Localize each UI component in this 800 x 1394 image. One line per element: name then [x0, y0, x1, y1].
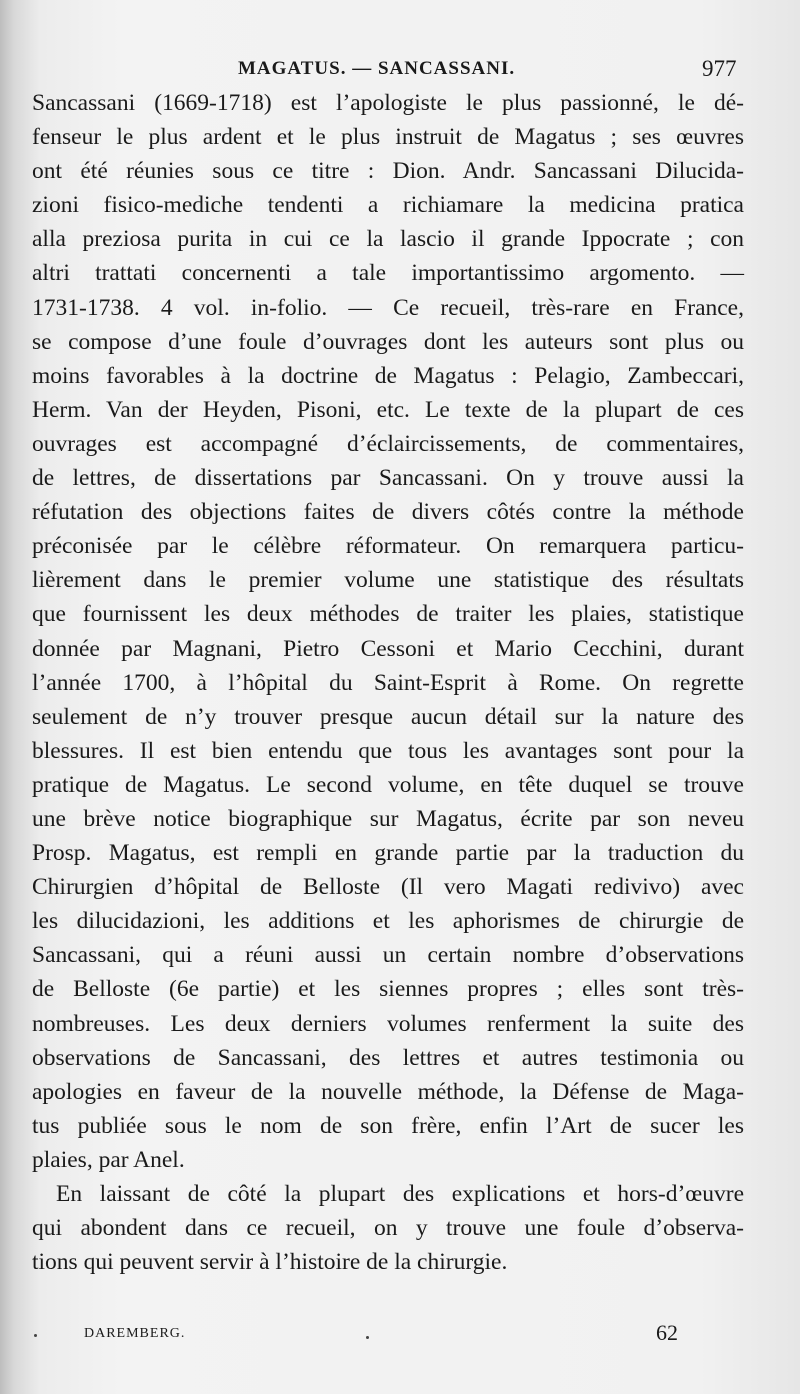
text-line: Chirurgien d’hôpital de Belloste (Il vero Magati redivivo) avec	[32, 874, 744, 901]
text-line: les dilucidazioni, les additions et les aphorismes de chirurgie de	[32, 908, 744, 935]
text-line: Sancassani, qui a réuni aussi un certain nombre d’observations	[32, 942, 744, 969]
text-line: de lettres, de dissertations par Sancassani. On y trouve aussi la	[32, 465, 744, 492]
text-line: préconisée par le célèbre réformateur. On remarquera particu-	[32, 533, 744, 560]
text-line: 1731-1738. 4 vol. in-folio. — Ce recueil, très-rare en France,	[32, 294, 744, 321]
text-line: moins favorables à la doctrine de Magatus : Pelagio, Zambeccari,	[32, 362, 744, 389]
text-line: que fournissent les deux méthodes de traiter les plaies, statistique	[32, 601, 744, 628]
text-line: donnée par Magnani, Pietro Cessoni et Mario Cecchini, durant	[32, 635, 744, 662]
text-line: apologies en faveur de la nouvelle méthode, la Défense de Maga-	[32, 1078, 744, 1105]
text-line: pratique de Magatus. Le second volume, en tête duquel se trouve	[32, 771, 744, 798]
text-line: une brève notice biographique sur Magatus, écrite par son neveu	[32, 805, 744, 832]
text-line: seulement de n’y trouver presque aucun détail sur la nature des	[32, 703, 744, 730]
page-header	[0, 54, 800, 88]
text-line: ont été réunies sous ce titre : Dion. Andr. Sancassani Dilucida-	[32, 158, 744, 185]
text-line: nombreuses. Les deux derniers volumes renferment la suite des	[32, 1010, 744, 1037]
text-line: blessures. Il est bien entendu que tous les avantages sont pour la	[32, 737, 744, 764]
text-line: réfutation des objections faites de divers côtés contre la méthode	[32, 499, 744, 526]
text-line: fenseur le plus ardent et le plus instruit de Magatus ; ses œuvres	[32, 124, 744, 151]
text-line: l’année 1700, à l’hôpital du Saint-Esprit à Rome. On regrette	[32, 669, 744, 696]
running-title: MAGATUS. — SANCASSANI.	[238, 58, 516, 79]
printer-mark: DAREMBERG.	[84, 1326, 186, 1341]
text-line: plaies, par Anel.	[32, 1146, 185, 1173]
text-line: Sancassani (1669-1718) est l’apologiste le plus passionné, le dé-	[32, 90, 744, 116]
paragraph-1	[32, 86, 744, 1177]
text-line: qui abondent dans ce recueil, on y trouve une foule d’observa-	[32, 1215, 744, 1242]
text-line: Prosp. Magatus, est rempli en grande partie par la traduction du	[32, 840, 744, 867]
text-line: altri trattati concernenti a tale importantissimo argomento. —	[32, 260, 744, 287]
text-line: alla preziosa purita in cui ce la lascio il grande Ippocrate ; con	[32, 226, 744, 253]
text-line: ouvrages est accompagné d’éclaircissements, de commentaires,	[32, 430, 744, 457]
ink-fleck	[34, 1334, 37, 1337]
ink-fleck	[366, 1336, 369, 1339]
text-line: se compose d’une foule d’ouvrages dont les auteurs sont plus ou	[32, 328, 744, 355]
paragraph-2	[32, 1177, 744, 1279]
text-line: lièrement dans le premier volume une statistique des résultats	[32, 567, 744, 594]
text-line: observations de Sancassani, des lettres et autres testimonia ou	[32, 1044, 744, 1071]
text-line: de Belloste (6e partie) et les siennes propres ; elles sont très-	[32, 976, 744, 1003]
text-line: zioni fisico-mediche tendenti a richiamare la medicina pratica	[32, 192, 744, 219]
text-line: tus publiée sous le nom de son frère, enfin l’Art de sucer les	[32, 1112, 744, 1139]
body-text	[32, 86, 744, 1279]
text-line: En laissant de côté la plupart des explications et hors-d’œuvre	[56, 1181, 744, 1207]
signature-mark: 62	[656, 1320, 678, 1345]
text-line: Herm. Van der Heyden, Pisoni, etc. Le texte de la plupart de ces	[32, 396, 744, 423]
page-footer	[0, 1320, 800, 1350]
text-line: tions qui peuvent servir à l’histoire de la chirurgie.	[32, 1249, 508, 1276]
page-number: 977	[702, 56, 737, 81]
